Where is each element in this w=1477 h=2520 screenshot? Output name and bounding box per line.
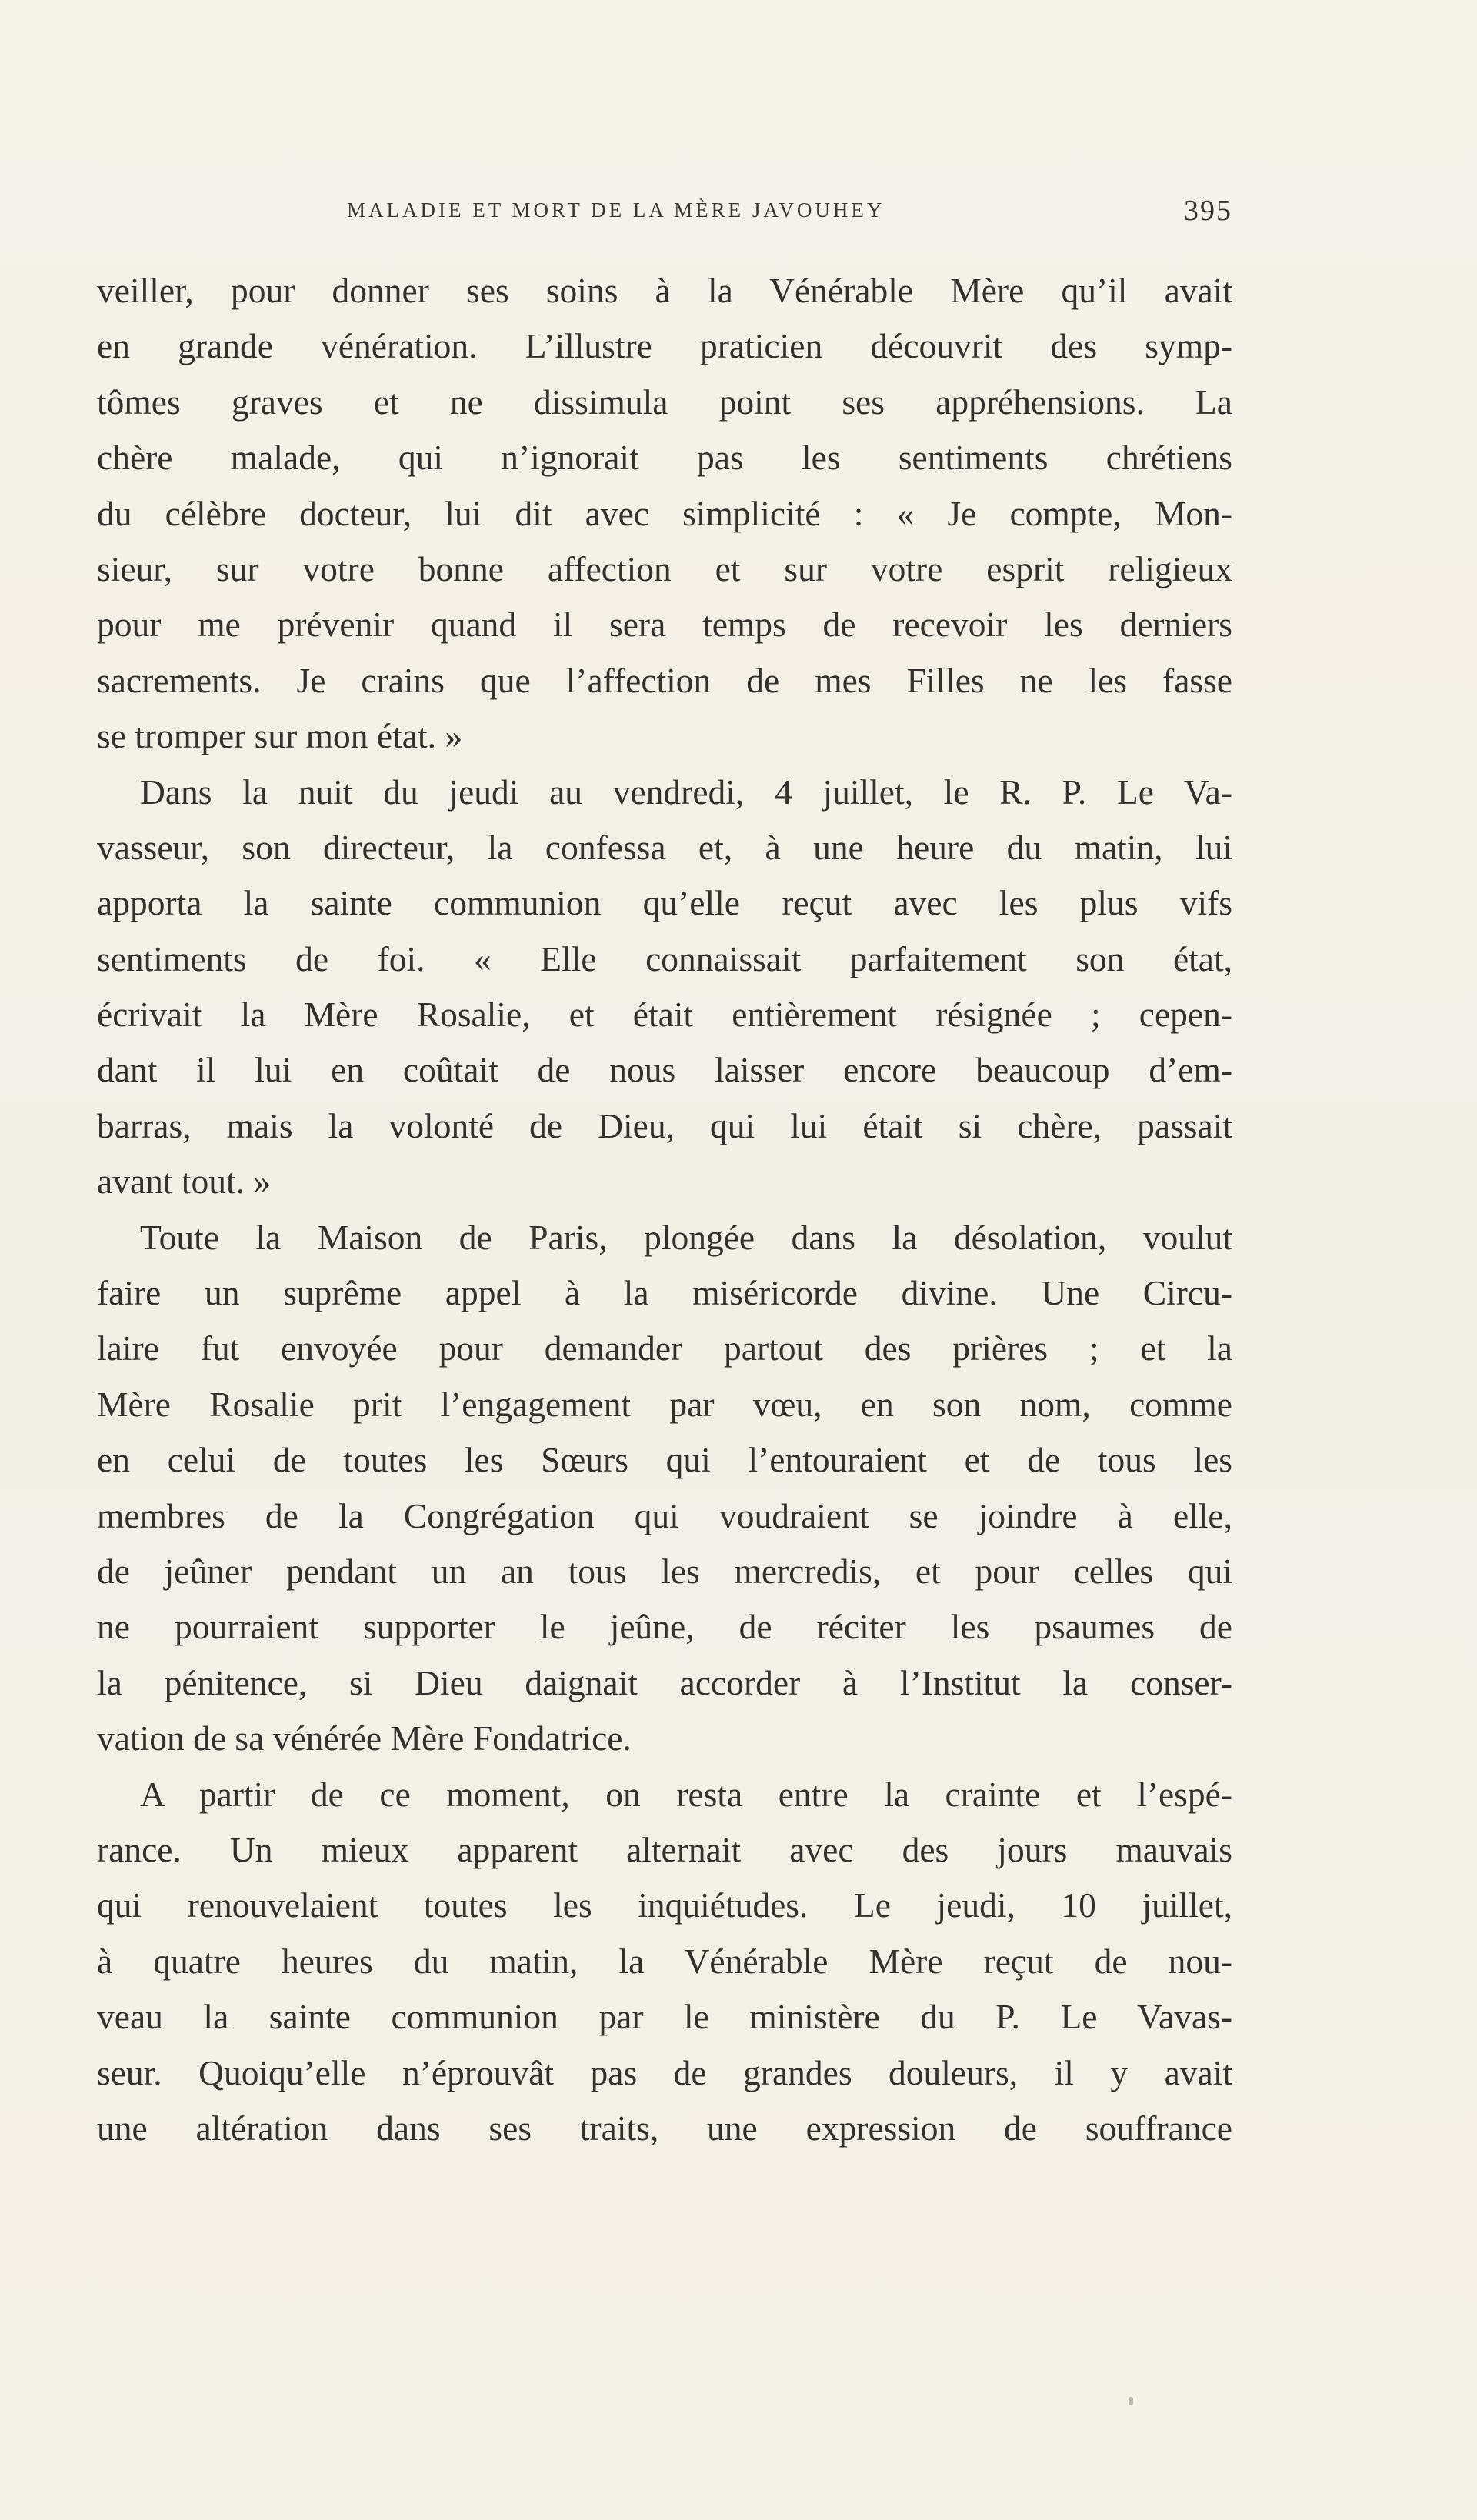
text-line: sieur, sur votre bonne affection et sur votre esprit religieux	[97, 548, 1232, 588]
text-line: laire fut envoyée pour demander partout des prières ; et la	[97, 1328, 1232, 1368]
text-line: Mère Rosalie prit l’engagement par vœu, en son nom, comme	[97, 1384, 1232, 1424]
text-line: de jeûner pendant un an tous les mercredis, et pour celles qui	[97, 1551, 1232, 1591]
text-line: seur. Quoiqu’elle n’éprouvât pas de grandes douleurs, il y avait	[97, 2052, 1232, 2092]
text-line: ne pourraient supporter le jeûne, de réciter les psaumes de	[97, 1607, 1232, 1647]
text-line: la pénitence, si Dieu daignait accorder à l’Institut la conser-	[97, 1662, 1232, 1702]
text-line: dant il lui en coûtait de nous laisser encore beaucoup d’em-	[97, 1050, 1232, 1090]
text-line: à quatre heures du matin, la Vénérable Mère reçut de nou-	[97, 1941, 1232, 1981]
text-line: Dans la nuit du jeudi au vendredi, 4 juillet, le R. P. Le Va-	[140, 772, 1232, 812]
text-line: veau la sainte communion par le ministère du P. Le Vavas-	[97, 1997, 1232, 2037]
text-line: écrivait la Mère Rosalie, et était entièrement résignée ; cepen-	[97, 995, 1232, 1035]
running-head: MALADIE ET MORT DE LA MÈRE JAVOUHEY	[347, 198, 885, 222]
body-text	[97, 263, 1232, 2156]
page-number: 395	[1184, 195, 1232, 227]
text-line: vasseur, son directeur, la confessa et, à une heure du matin, lui	[97, 827, 1232, 867]
text-line: pour me prévenir quand il sera temps de recevoir les derniers	[97, 605, 1232, 645]
text-line: Toute la Maison de Paris, plongée dans la désolation, voulut	[140, 1217, 1232, 1257]
text-line: tômes graves et ne dissimula point ses appréhensions. La	[97, 382, 1232, 422]
text-line: faire un suprême appel à la miséricorde divine. Une Circu-	[97, 1273, 1232, 1313]
text-line: sentiments de foi. « Elle connaissait parfaitement son état,	[97, 938, 1232, 978]
text-line: A partir de ce moment, on resta entre la crainte et l’espé-	[140, 1774, 1232, 1814]
text-line: du célèbre docteur, lui dit avec simplicité : « Je compte, Mon-	[97, 493, 1232, 533]
text-line: apporta la sainte communion qu’elle reçut avec les plus vifs	[97, 883, 1232, 923]
paper-speck	[1129, 2397, 1133, 2405]
text-line: en celui de toutes les Sœurs qui l’entouraient et de tous les	[97, 1440, 1232, 1480]
text-line: en grande vénération. L’illustre praticien découvrit des symp-	[97, 326, 1232, 366]
text-line: se tromper sur mon état. »	[97, 716, 463, 756]
text-line: veiller, pour donner ses soins à la Vénérable Mère qu’il avait	[97, 271, 1232, 310]
text-line: avant tout. »	[97, 1162, 272, 1202]
text-line: barras, mais la volonté de Dieu, qui lui était si chère, passait	[97, 1105, 1232, 1145]
text-line: membres de la Congrégation qui voudraient se joindre à elle,	[97, 1495, 1232, 1535]
text-line: une altération dans ses traits, une expression de souffrance	[97, 2108, 1232, 2148]
text-line: vation de sa vénérée Mère Fondatrice.	[97, 1718, 632, 1758]
text-line: qui renouvelaient toutes les inquiétudes. Le jeudi, 10 juillet,	[97, 1885, 1232, 1925]
text-line: rance. Un mieux apparent alternait avec des jours mauvais	[97, 1829, 1232, 1869]
text-line: sacrements. Je crains que l’affection de mes Filles ne les fasse	[97, 660, 1232, 700]
page-header	[97, 195, 1232, 229]
text-line: chère malade, qui n’ignorait pas les sentiments chrétiens	[97, 438, 1232, 478]
